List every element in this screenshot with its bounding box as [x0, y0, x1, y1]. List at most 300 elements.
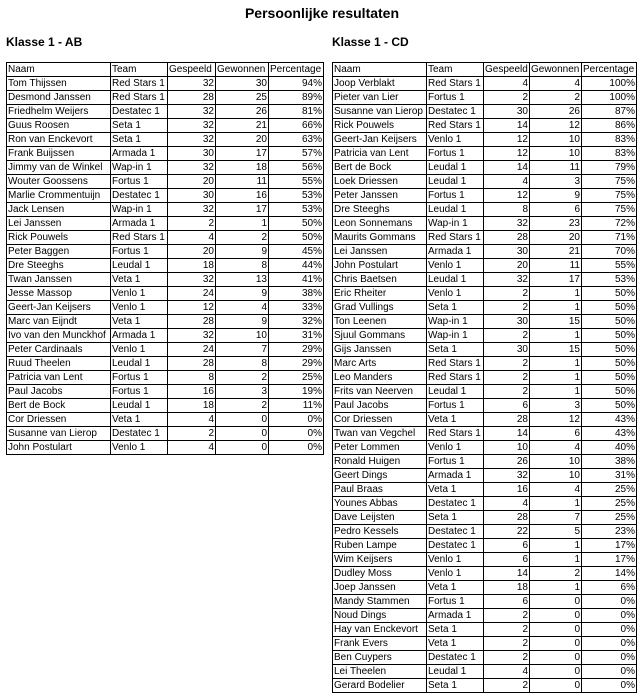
cell-played: 20: [168, 245, 216, 259]
cell-played: 30: [484, 315, 530, 329]
cell-name: Wim Keijsers: [333, 553, 427, 567]
cell-percentage: 0%: [582, 679, 637, 693]
cell-played: 2: [484, 287, 530, 301]
cell-team: Red Stars 1: [427, 427, 484, 441]
cell-percentage: 29%: [269, 357, 324, 371]
section-klasse-1-cd: [332, 34, 637, 693]
column-header-percentage: Percentage: [582, 63, 637, 77]
cell-percentage: 6%: [582, 581, 637, 595]
cell-name: Peter Baggen: [7, 245, 111, 259]
cell-won: 0: [530, 665, 582, 679]
cell-percentage: 41%: [269, 273, 324, 287]
cell-won: 0: [530, 595, 582, 609]
cell-won: 3: [216, 385, 269, 399]
cell-name: Patricia van Lent: [7, 371, 111, 385]
cell-percentage: 11%: [269, 399, 324, 413]
cell-team: Red Stars 1: [427, 119, 484, 133]
cell-percentage: 0%: [269, 427, 324, 441]
table-row: [333, 483, 637, 497]
cell-team: Fortus 1: [427, 91, 484, 105]
cell-name: Dave Leijsten: [333, 511, 427, 525]
cell-team: Seta 1: [111, 119, 168, 133]
cell-played: 30: [484, 105, 530, 119]
table-row: [7, 427, 324, 441]
cell-percentage: 25%: [582, 497, 637, 511]
cell-team: Armada 1: [111, 147, 168, 161]
cell-won: 1: [530, 553, 582, 567]
cell-team: Leudal 1: [427, 175, 484, 189]
cell-won: 17: [530, 273, 582, 287]
table-row: [333, 343, 637, 357]
cell-team: Leudal 1: [111, 399, 168, 413]
cell-name: Leon Sonnemans: [333, 217, 427, 231]
cell-won: 6: [530, 203, 582, 217]
cell-name: Wouter Goossens: [7, 175, 111, 189]
cell-team: Destatec 1: [111, 427, 168, 441]
table-row: [7, 133, 324, 147]
cell-won: 1: [530, 385, 582, 399]
cell-won: 9: [530, 189, 582, 203]
cell-name: Twan Janssen: [7, 273, 111, 287]
cell-played: 2: [168, 427, 216, 441]
cell-name: Peter Cardinaals: [7, 343, 111, 357]
table-row: [7, 119, 324, 133]
table-row: [7, 441, 324, 455]
cell-percentage: 0%: [269, 441, 324, 455]
table-row: [333, 651, 637, 665]
cell-won: 4: [530, 483, 582, 497]
cell-won: 18: [216, 161, 269, 175]
table-row: [333, 427, 637, 441]
cell-team: Fortus 1: [111, 371, 168, 385]
cell-team: Fortus 1: [111, 175, 168, 189]
table-row: [333, 581, 637, 595]
cell-team: Veta 1: [111, 273, 168, 287]
cell-team: Seta 1: [427, 301, 484, 315]
cell-won: 10: [530, 133, 582, 147]
cell-name: Pieter van Lier: [333, 91, 427, 105]
table-row: [7, 315, 324, 329]
cell-played: 28: [168, 315, 216, 329]
cell-percentage: 81%: [269, 105, 324, 119]
cell-name: Lei Janssen: [7, 217, 111, 231]
cell-won: 1: [530, 581, 582, 595]
cell-played: 32: [168, 329, 216, 343]
cell-won: 12: [530, 413, 582, 427]
table-row: [333, 91, 637, 105]
cell-won: 3: [530, 175, 582, 189]
cell-team: Seta 1: [427, 679, 484, 693]
cell-percentage: 14%: [582, 567, 637, 581]
cell-percentage: 50%: [582, 371, 637, 385]
cell-name: Ruud Theelen: [7, 357, 111, 371]
cell-won: 2: [216, 399, 269, 413]
cell-played: 32: [168, 133, 216, 147]
cell-won: 12: [530, 119, 582, 133]
table-row: [7, 259, 324, 273]
cell-won: 6: [530, 427, 582, 441]
table-row: [333, 567, 637, 581]
cell-name: Marlie Crommentuijn: [7, 189, 111, 203]
table-row: [7, 175, 324, 189]
cell-won: 10: [216, 329, 269, 343]
cell-won: 0: [530, 637, 582, 651]
cell-team: Fortus 1: [427, 595, 484, 609]
cell-percentage: 50%: [582, 301, 637, 315]
cell-team: Red Stars 1: [111, 231, 168, 245]
cell-team: Seta 1: [427, 343, 484, 357]
cell-played: 18: [484, 581, 530, 595]
cell-won: 11: [216, 175, 269, 189]
cell-percentage: 71%: [582, 231, 637, 245]
cell-played: 12: [484, 133, 530, 147]
table-row: [333, 287, 637, 301]
cell-name: Jesse Massop: [7, 287, 111, 301]
column-header-name: Naam: [333, 63, 427, 77]
cell-percentage: 87%: [582, 105, 637, 119]
cell-won: 1: [530, 287, 582, 301]
cell-won: 1: [530, 301, 582, 315]
cell-won: 3: [530, 399, 582, 413]
cell-percentage: 53%: [269, 203, 324, 217]
section-klasse-1-ab: [6, 34, 324, 455]
table-row: [7, 329, 324, 343]
cell-won: 7: [530, 511, 582, 525]
cell-team: Red Stars 1: [427, 77, 484, 91]
cell-played: 2: [484, 371, 530, 385]
cell-name: Jack Lensen: [7, 203, 111, 217]
table-row: [7, 217, 324, 231]
table-row: [7, 203, 324, 217]
cell-percentage: 31%: [582, 469, 637, 483]
cell-won: 21: [530, 245, 582, 259]
cell-percentage: 17%: [582, 539, 637, 553]
cell-played: 4: [484, 665, 530, 679]
table-row: [333, 161, 637, 175]
cell-team: Leudal 1: [427, 273, 484, 287]
cell-percentage: 0%: [269, 413, 324, 427]
cell-won: 8: [216, 357, 269, 371]
column-header-team: Team: [111, 63, 168, 77]
cell-team: Red Stars 1: [427, 357, 484, 371]
cell-won: 1: [530, 539, 582, 553]
table-row: [7, 231, 324, 245]
cell-name: Frank Evers: [333, 637, 427, 651]
cell-name: Geert-Jan Keijsers: [7, 301, 111, 315]
cell-name: Dre Steeghs: [333, 203, 427, 217]
cell-team: Veta 1: [427, 483, 484, 497]
cell-team: Wap-in 1: [427, 217, 484, 231]
cell-name: Friedhelm Weijers: [7, 105, 111, 119]
cell-percentage: 50%: [582, 357, 637, 371]
cell-played: 4: [168, 441, 216, 455]
cell-percentage: 72%: [582, 217, 637, 231]
column-header-percentage: Percentage: [269, 63, 324, 77]
cell-played: 2: [484, 651, 530, 665]
table-row: [333, 357, 637, 371]
section-title: Klasse 1 - CD: [332, 35, 409, 49]
cell-won: 2: [530, 91, 582, 105]
table-row: [333, 371, 637, 385]
cell-won: 13: [216, 273, 269, 287]
cell-team: Leudal 1: [427, 161, 484, 175]
cell-played: 12: [484, 189, 530, 203]
cell-played: 18: [168, 399, 216, 413]
cell-team: Destatec 1: [427, 525, 484, 539]
table-row: [333, 217, 637, 231]
cell-played: 4: [484, 77, 530, 91]
column-header-team: Team: [427, 63, 484, 77]
table-row: [333, 329, 637, 343]
cell-won: 10: [530, 147, 582, 161]
results-table: [332, 62, 637, 693]
cell-percentage: 56%: [269, 161, 324, 175]
cell-percentage: 0%: [582, 637, 637, 651]
cell-played: 16: [168, 385, 216, 399]
cell-team: Seta 1: [111, 133, 168, 147]
cell-played: 8: [484, 203, 530, 217]
table-row: [333, 147, 637, 161]
cell-played: 26: [484, 455, 530, 469]
cell-percentage: 53%: [269, 189, 324, 203]
cell-name: Paul Jacobs: [333, 399, 427, 413]
cell-played: 22: [484, 525, 530, 539]
cell-percentage: 38%: [582, 455, 637, 469]
cell-team: Veta 1: [427, 637, 484, 651]
cell-percentage: 75%: [582, 189, 637, 203]
cell-name: Ben Cuypers: [333, 651, 427, 665]
table-row: [333, 665, 637, 679]
cell-name: Frank Buijssen: [7, 147, 111, 161]
column-header-won: Gewonnen: [216, 63, 269, 77]
cell-team: Fortus 1: [427, 399, 484, 413]
cell-team: Wap-in 1: [111, 203, 168, 217]
cell-won: 25: [216, 91, 269, 105]
cell-name: Paul Braas: [333, 483, 427, 497]
cell-played: 2: [484, 679, 530, 693]
cell-name: Patricia van Lent: [333, 147, 427, 161]
cell-name: Marc Arts: [333, 357, 427, 371]
cell-name: Lei Theelen: [333, 665, 427, 679]
cell-percentage: 40%: [582, 441, 637, 455]
cell-played: 32: [484, 217, 530, 231]
cell-team: Venlo 1: [427, 553, 484, 567]
cell-percentage: 50%: [582, 329, 637, 343]
table-row: [7, 161, 324, 175]
cell-percentage: 25%: [582, 483, 637, 497]
table-row: [7, 357, 324, 371]
cell-played: 32: [484, 469, 530, 483]
cell-name: Ron van Enckevort: [7, 133, 111, 147]
cell-name: John Postulart: [7, 441, 111, 455]
table-row: [333, 105, 637, 119]
cell-name: Hay van Enckevort: [333, 623, 427, 637]
cell-percentage: 23%: [582, 525, 637, 539]
column-header-name: Naam: [7, 63, 111, 77]
table-row: [333, 595, 637, 609]
cell-name: Dre Steeghs: [7, 259, 111, 273]
table-row: [7, 371, 324, 385]
table-row: [333, 511, 637, 525]
cell-played: 12: [484, 147, 530, 161]
table-row: [7, 245, 324, 259]
cell-played: 6: [484, 539, 530, 553]
cell-percentage: 50%: [582, 287, 637, 301]
cell-played: 14: [484, 427, 530, 441]
cell-team: Venlo 1: [111, 301, 168, 315]
cell-team: Destatec 1: [427, 651, 484, 665]
cell-percentage: 50%: [269, 217, 324, 231]
cell-won: 23: [530, 217, 582, 231]
cell-team: Destatec 1: [427, 497, 484, 511]
cell-won: 0: [530, 623, 582, 637]
cell-played: 32: [168, 203, 216, 217]
table-row: [333, 539, 637, 553]
cell-played: 32: [168, 161, 216, 175]
cell-percentage: 45%: [269, 245, 324, 259]
cell-played: 32: [168, 77, 216, 91]
cell-team: Fortus 1: [111, 385, 168, 399]
table-row: [7, 385, 324, 399]
cell-played: 2: [484, 329, 530, 343]
cell-won: 9: [216, 245, 269, 259]
cell-won: 1: [216, 217, 269, 231]
cell-team: Venlo 1: [427, 567, 484, 581]
cell-percentage: 53%: [582, 273, 637, 287]
cell-played: 16: [484, 483, 530, 497]
cell-won: 9: [216, 287, 269, 301]
cell-name: Dudley Moss: [333, 567, 427, 581]
table-row: [333, 637, 637, 651]
table-row: [333, 259, 637, 273]
cell-percentage: 89%: [269, 91, 324, 105]
cell-played: 28: [168, 357, 216, 371]
cell-played: 30: [168, 147, 216, 161]
table-row: [7, 105, 324, 119]
cell-played: 2: [168, 217, 216, 231]
cell-won: 11: [530, 161, 582, 175]
cell-won: 21: [216, 119, 269, 133]
cell-name: Rick Pouwels: [7, 231, 111, 245]
cell-team: Venlo 1: [111, 343, 168, 357]
cell-won: 8: [216, 259, 269, 273]
cell-name: Younes Abbas: [333, 497, 427, 511]
cell-name: Joop Verblakt: [333, 77, 427, 91]
cell-name: Bert de Bock: [333, 161, 427, 175]
cell-name: Cor Driessen: [7, 413, 111, 427]
cell-name: Noud Dings: [333, 609, 427, 623]
cell-percentage: 100%: [582, 91, 637, 105]
table-row: [7, 273, 324, 287]
cell-won: 30: [216, 77, 269, 91]
table-header-row: [7, 63, 324, 77]
cell-team: Red Stars 1: [427, 371, 484, 385]
cell-percentage: 55%: [269, 175, 324, 189]
cell-name: Joep Janssen: [333, 581, 427, 595]
cell-team: Leudal 1: [111, 259, 168, 273]
table-row: [7, 399, 324, 413]
cell-team: Armada 1: [111, 329, 168, 343]
table-row: [7, 147, 324, 161]
cell-played: 30: [484, 343, 530, 357]
cell-name: Geert-Jan Keijsers: [333, 133, 427, 147]
cell-team: Veta 1: [111, 413, 168, 427]
cell-played: 28: [168, 91, 216, 105]
cell-name: Desmond Janssen: [7, 91, 111, 105]
column-header-played: Gespeeld: [168, 63, 216, 77]
cell-percentage: 32%: [269, 315, 324, 329]
cell-team: Destatec 1: [111, 105, 168, 119]
cell-won: 2: [216, 371, 269, 385]
cell-played: 8: [168, 371, 216, 385]
cell-played: 2: [484, 637, 530, 651]
cell-name: Leo Manders: [333, 371, 427, 385]
cell-name: Marc van Eijndt: [7, 315, 111, 329]
cell-team: Armada 1: [111, 217, 168, 231]
cell-percentage: 50%: [582, 315, 637, 329]
cell-name: Bert de Bock: [7, 399, 111, 413]
cell-name: Maurits Gommans: [333, 231, 427, 245]
cell-played: 6: [484, 553, 530, 567]
cell-team: Red Stars 1: [111, 77, 168, 91]
cell-played: 6: [484, 595, 530, 609]
cell-name: Chris Baetsen: [333, 273, 427, 287]
cell-name: Pedro Kessels: [333, 525, 427, 539]
cell-team: Fortus 1: [427, 455, 484, 469]
cell-name: Geert Dings: [333, 469, 427, 483]
cell-name: Peter Janssen: [333, 189, 427, 203]
cell-played: 28: [484, 511, 530, 525]
cell-won: 0: [216, 427, 269, 441]
cell-won: 5: [530, 525, 582, 539]
table-row: [333, 609, 637, 623]
table-row: [333, 245, 637, 259]
cell-won: 17: [216, 203, 269, 217]
cell-percentage: 0%: [582, 651, 637, 665]
cell-percentage: 44%: [269, 259, 324, 273]
cell-percentage: 25%: [582, 511, 637, 525]
cell-played: 18: [168, 259, 216, 273]
cell-percentage: 70%: [582, 245, 637, 259]
cell-percentage: 0%: [582, 609, 637, 623]
cell-name: Cor Driessen: [333, 413, 427, 427]
cell-name: Twan van Vegchel: [333, 427, 427, 441]
cell-played: 6: [484, 399, 530, 413]
cell-team: Seta 1: [427, 623, 484, 637]
cell-won: 4: [530, 441, 582, 455]
cell-won: 16: [216, 189, 269, 203]
column-header-won: Gewonnen: [530, 63, 582, 77]
cell-played: 20: [168, 175, 216, 189]
cell-won: 11: [530, 259, 582, 273]
cell-played: 12: [168, 301, 216, 315]
table-header-row: [333, 63, 637, 77]
table-row: [333, 469, 637, 483]
cell-percentage: 31%: [269, 329, 324, 343]
cell-name: Frits van Neerven: [333, 385, 427, 399]
cell-name: Ivo van den Munckhof: [7, 329, 111, 343]
cell-name: Loek Driessen: [333, 175, 427, 189]
cell-played: 2: [484, 623, 530, 637]
cell-team: Fortus 1: [111, 245, 168, 259]
cell-won: 20: [216, 133, 269, 147]
column-header-played: Gespeeld: [485, 63, 528, 75]
cell-team: Armada 1: [427, 245, 484, 259]
table-row: [333, 273, 637, 287]
cell-percentage: 100%: [582, 77, 637, 91]
cell-percentage: 0%: [582, 595, 637, 609]
cell-team: Venlo 1: [111, 287, 168, 301]
